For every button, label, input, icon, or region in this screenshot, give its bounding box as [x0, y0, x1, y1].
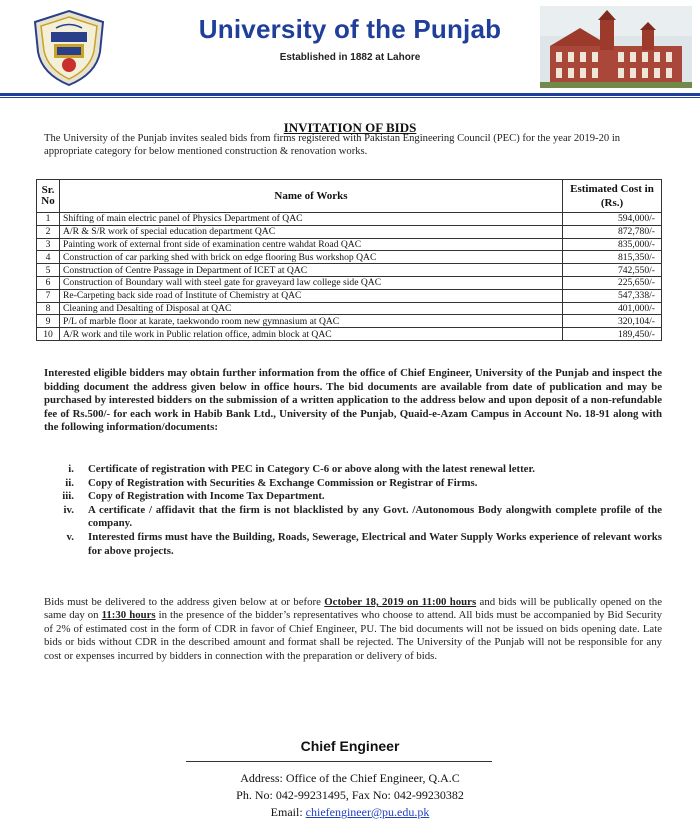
- closing-text-part1: Bids must be delivered to the address given below at or before: [44, 596, 325, 608]
- letterhead: [0, 0, 700, 92]
- row-cost: 401,000/-: [563, 302, 662, 315]
- row-work-name: Painting work of external front side of examination centre wahdat Road QAC: [60, 238, 563, 251]
- established-subtitle: Established in 1882 at Lahore: [279, 52, 421, 63]
- row-cost: 742,550/-: [563, 264, 662, 277]
- email-label: Email:: [270, 805, 306, 819]
- table-row: [37, 302, 662, 315]
- header-name-of-works: Name of Works: [60, 180, 563, 213]
- row-sr-no: 10: [37, 328, 60, 341]
- list-item: [44, 463, 662, 477]
- row-work-name: Shifting of main electric panel of Physics Department of QAC: [60, 213, 563, 226]
- table-row: [37, 276, 662, 289]
- row-cost: 872,780/-: [563, 225, 662, 238]
- email-link[interactable]: chiefengineer@pu.edu.pk: [305, 805, 430, 819]
- row-cost: 189,450/-: [563, 328, 662, 341]
- list-item-number: iv.: [63, 503, 74, 516]
- row-sr-no: 1: [37, 213, 60, 226]
- table-row: [37, 289, 662, 302]
- signatory-title: Chief Engineer: [300, 738, 400, 754]
- row-work-name: A/R & S/R work of special education department QAC: [60, 225, 563, 238]
- row-cost: 320,104/-: [563, 315, 662, 328]
- list-item-text: Copy of Registration with Income Tax Department.: [88, 490, 325, 503]
- row-sr-no: 2: [37, 225, 60, 238]
- row-cost: 835,000/-: [563, 238, 662, 251]
- table-row: [37, 213, 662, 226]
- submission-deadline: October 18, 2019 on 11:00 hours: [324, 596, 477, 608]
- university-building-photo: [540, 6, 692, 88]
- list-item: [44, 477, 662, 491]
- row-sr-no: 5: [37, 264, 60, 277]
- notice-intro: The University of the Punjab invites sealed bids from firms registered with Pakistan Engineering Council (PEC) for the year 2019-20 in appropriate category for below mentioned construction & renovation works.: [44, 133, 621, 157]
- works-table: [36, 179, 662, 341]
- table-row: [37, 238, 662, 251]
- closing-text-part3: in the presence of the bidder’s representatives who choose to attend. All bids must be accompanied by Bid Security of 2% of estimated cost in the form of CDR in favor of Chief Engineer, PU. The bid documents will not be issued on bids opening date. Late bids or bids without CDR in the described amount and format shall be rejected. The University of the Punjab will not be responsible for any cost or expenses incurred by bidders in connection with the preparation or delivery of bids.: [44, 609, 662, 662]
- row-work-name: A/R work and tile work in Public relation office, admin block at QAC: [60, 328, 563, 341]
- bid-submission-paragraph: [44, 596, 662, 663]
- row-sr-no: 7: [37, 289, 60, 302]
- list-item-text: Copy of Registration with Securities & Exchange Commission or Registrar of Firms.: [88, 476, 478, 489]
- list-item: [44, 504, 662, 531]
- row-sr-no: 4: [37, 251, 60, 264]
- closing-text-part2: and bids will be publically opened on the same day on: [44, 596, 663, 622]
- list-item-number: i.: [68, 463, 74, 475]
- table-row: [37, 328, 662, 341]
- requirements-list: [44, 463, 662, 558]
- row-work-name: Construction of Boundary wall with steel gate for graveyard law college side QAC: [60, 276, 563, 289]
- contact-block: [0, 770, 700, 821]
- list-item-text: A certificate / affidavit that the firm is not blacklisted by any Govt. /Autonomous Body alongwith complete profile of the company.: [88, 503, 662, 530]
- header-sr-no: Sr. No: [37, 180, 60, 213]
- email-line: [0, 804, 700, 821]
- header-divider-thin: [0, 97, 700, 98]
- opening-time: 11:30 hours: [101, 609, 156, 622]
- table-row: [37, 264, 662, 277]
- row-cost: 815,350/-: [563, 251, 662, 264]
- office-address: Address: Office of the Chief Engineer, Q.A.C: [240, 771, 460, 785]
- header-estimated-cost: Estimated Cost in (Rs.): [563, 180, 662, 213]
- university-crest-logo: [30, 8, 108, 88]
- row-cost: 225,650/-: [563, 276, 662, 289]
- signature-line: [186, 761, 492, 762]
- row-work-name: Re-Carpeting back side road of Institute of Chemistry at QAC: [60, 289, 563, 302]
- list-item-number: ii.: [65, 476, 74, 489]
- notice-title: INVITATION OF BIDS: [283, 120, 417, 135]
- row-sr-no: 3: [37, 238, 60, 251]
- row-work-name: Construction of car parking shed with brick on edge flooring Bus workshop QAC: [60, 251, 563, 264]
- table-header-row: [37, 180, 662, 213]
- phone-fax: Ph. No: 042-99231495, Fax No: 042-99230382: [236, 788, 464, 802]
- row-work-name: P/L of marble floor at karate, taekwondo room new gymnasium at QAC: [60, 315, 563, 328]
- row-cost: 594,000/-: [563, 213, 662, 226]
- row-sr-no: 6: [37, 276, 60, 289]
- row-work-name: Cleaning and Desalting of Disposal at QAC: [60, 302, 563, 315]
- table-row: [37, 225, 662, 238]
- table-row: [37, 251, 662, 264]
- row-cost: 547,338/-: [563, 289, 662, 302]
- list-item-number: v.: [66, 530, 74, 543]
- list-item-number: iii.: [62, 490, 74, 503]
- row-sr-no: 9: [37, 315, 60, 328]
- row-sr-no: 8: [37, 302, 60, 315]
- list-item-text: Interested firms must have the Building, Roads, Sewerage, Electrical and Water Supply Works experience of relevant works for above projects.: [88, 530, 662, 557]
- table-row: [37, 315, 662, 328]
- row-work-name: Construction of Centre Passage in Department of ICET at QAC: [60, 264, 563, 277]
- header-divider: [0, 93, 700, 96]
- list-item-text: Certificate of registration with PEC in Category C-6 or above along with the latest renewal letter.: [88, 463, 535, 475]
- bidder-information-paragraph: Interested eligible bidders may obtain further information from the office of Chief Engineer, University of the Punjab and inspect the bidding document the address given below in office hours. The bid documents are available from date of publication and may be purchased by interested bidders on the submission of a written application to the address below and upon deposit of a non-refundable fee of Rs.500/- for each work in Habib Bank Ltd., University of the Punjab, Quaid-e-Azam Campus in Account No. 18-91 along with the following information/documents:: [44, 367, 662, 434]
- university-name: University of the Punjab: [198, 14, 502, 44]
- list-item: [44, 490, 662, 504]
- list-item: [44, 531, 662, 558]
